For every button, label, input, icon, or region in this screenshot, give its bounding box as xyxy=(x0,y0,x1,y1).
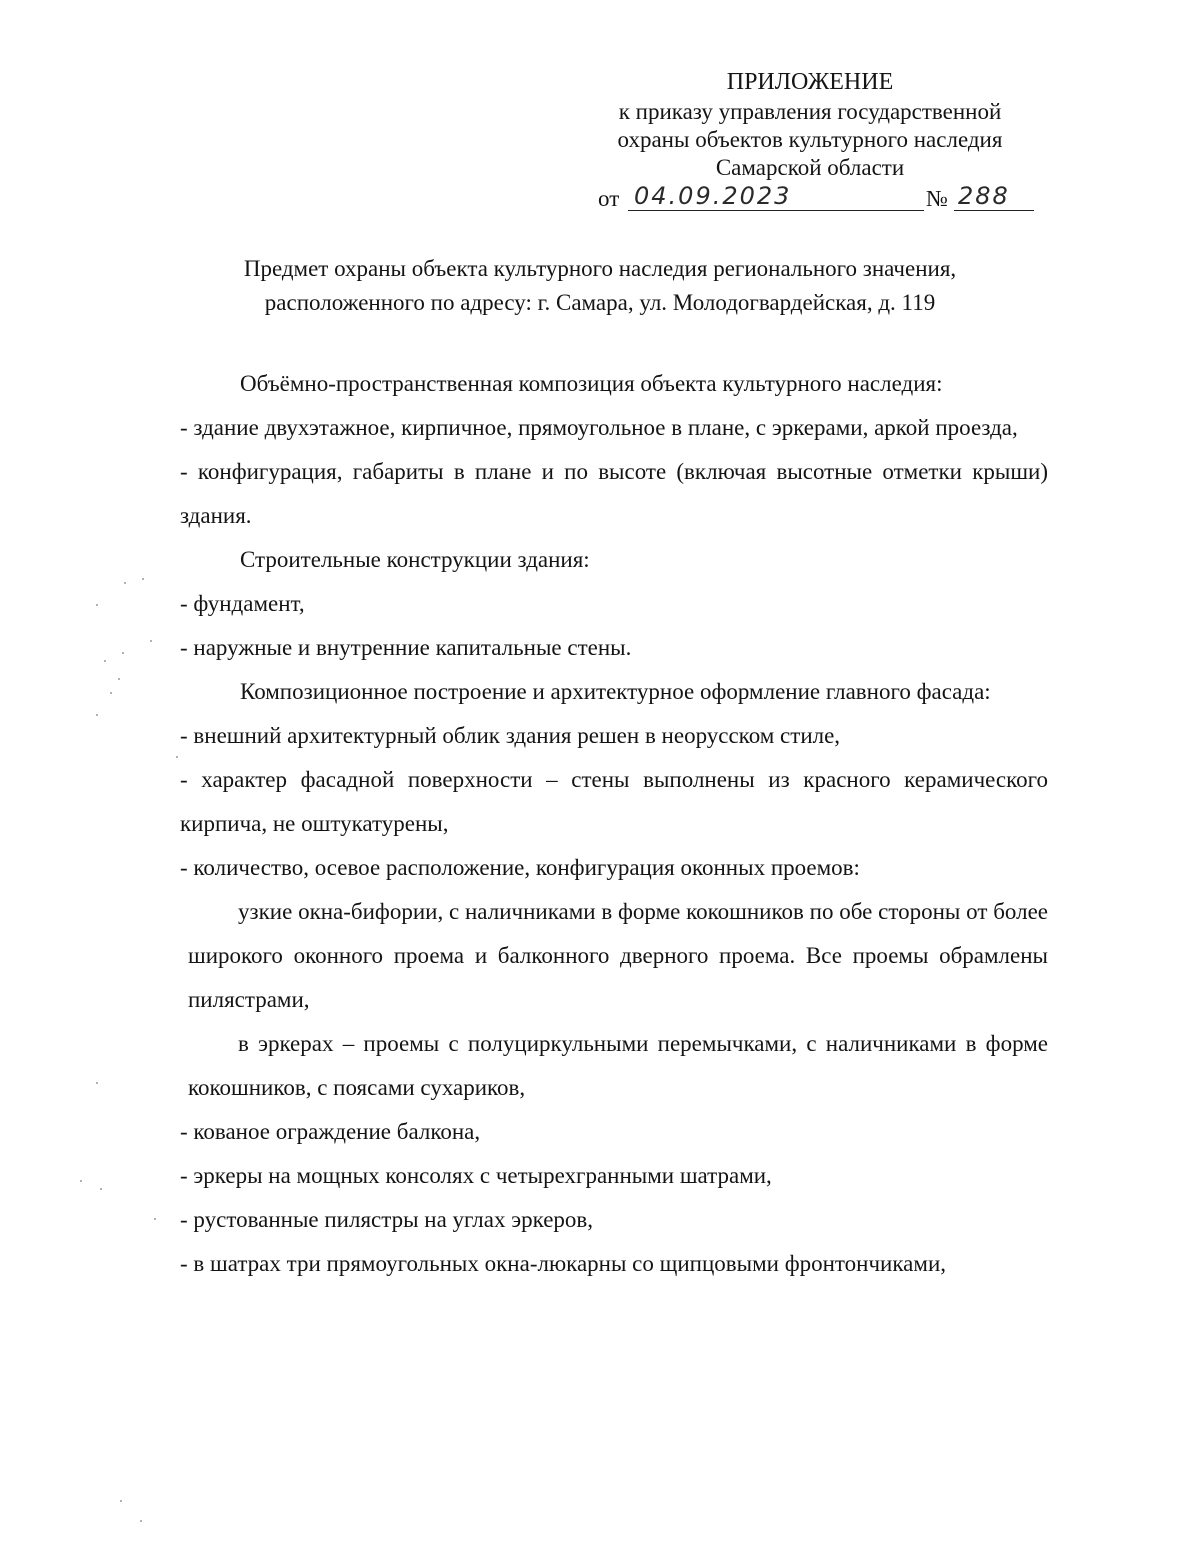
scan-speck xyxy=(150,640,152,642)
paragraph-facade-surface: - характер фасадной поверхности – стены выполнены из красного керамического кирпича, не оштукатурены, xyxy=(180,767,1048,836)
scan-speck xyxy=(142,578,144,580)
scan-speck xyxy=(104,660,106,662)
paragraph-rusticated-pilasters: - рустованные пилястры на углах эркеров, xyxy=(180,1207,594,1232)
paragraph-configuration: - конфигурация, габариты в плане и по высоте (включая высотные отметки крыши) здания. xyxy=(180,459,1048,528)
paragraph-lucarne-windows: - в шатрах три прямоугольных окна-люкарны со щипцовыми фронтончиками, xyxy=(180,1251,946,1276)
scan-speck xyxy=(118,678,120,680)
scan-speck xyxy=(96,604,98,606)
paragraph-bay-window-openings: в эркерах – проемы с полуциркульными перемычками, с наличниками в форме кокошников, с поясами сухариков, xyxy=(188,1031,1048,1100)
order-date: 04.09.2023 xyxy=(628,184,924,211)
scan-speck xyxy=(154,1218,156,1220)
paragraph-walls: - наружные и внутренние капитальные стены. xyxy=(180,635,632,660)
appendix-header xyxy=(560,68,1060,216)
number-prefix: № xyxy=(926,186,948,211)
scan-speck xyxy=(110,692,112,694)
paragraph-foundation: - фундамент, xyxy=(180,591,305,616)
paragraph-window-openings: - количество, осевое расположение, конфигурация оконных проемов: xyxy=(180,855,860,880)
header-line-3: Самарской области xyxy=(715,155,905,180)
date-prefix: от xyxy=(598,186,620,211)
appendix-title: ПРИЛОЖЕНИЕ xyxy=(726,69,894,95)
scan-speck xyxy=(100,1188,102,1190)
subject-line-1: Предмет охраны объекта культурного наследия регионального значения, xyxy=(243,256,957,281)
header-line-1: к приказу управления государственной xyxy=(618,99,1002,124)
scan-speck xyxy=(120,1500,122,1502)
header-line-2: охраны объектов культурного наследия xyxy=(617,127,1003,152)
subject-line-2: расположенного по адресу: г. Самара, ул. Молодогвардейская, д. 119 xyxy=(264,290,936,315)
paragraph-balcony-railing: - кованое ограждение балкона, xyxy=(180,1119,481,1144)
document-subject xyxy=(160,252,1040,320)
paragraph-biforia-windows: узкие окна-бифории, с наличниками в форме кокошников по обе стороны от более широкого оконного проема и балконного дверного проема. Все проемы обрамлены пилястрами, xyxy=(188,899,1048,1012)
order-date-row xyxy=(560,182,1060,216)
scan-speck xyxy=(124,582,126,584)
scan-speck xyxy=(176,756,178,758)
paragraph-bay-consoles: - эркеры на мощных консолях с четырехгранными шатрами, xyxy=(180,1163,772,1188)
scan-speck xyxy=(80,1180,82,1182)
paragraph-structures-heading: Строительные конструкции здания: xyxy=(240,547,590,572)
paragraph-volume-composition: Объёмно-пространственная композиция объекта культурного наследия: xyxy=(240,371,943,396)
scan-speck xyxy=(96,1082,98,1084)
paragraph-building-description: - здание двухэтажное, кирпичное, прямоугольное в плане, с эркерами, аркой проезда, xyxy=(180,415,1018,440)
scan-speck xyxy=(96,714,98,716)
scan-speck xyxy=(122,652,124,654)
paragraph-neo-russian-style: - внешний архитектурный облик здания решен в неорусском стиле, xyxy=(180,723,841,748)
document-body xyxy=(180,362,1048,1286)
scan-speck xyxy=(140,1520,142,1522)
order-number: 288 xyxy=(954,184,1034,211)
paragraph-facade-heading: Композиционное построение и архитектурное оформление главного фасада: xyxy=(240,679,991,704)
